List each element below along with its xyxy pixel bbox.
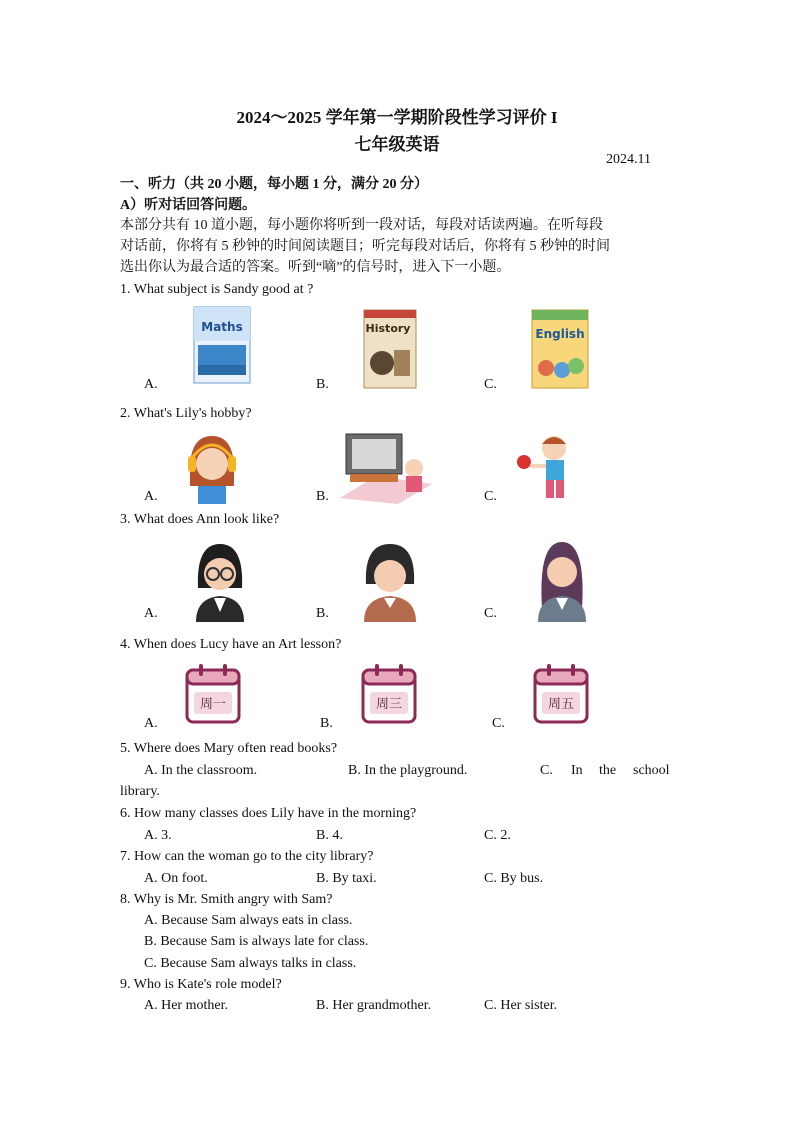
question-8: 8. Why is Mr. Smith angry with Sam?: [120, 892, 333, 907]
question-7: 7. How can the woman go to the city library?: [120, 849, 374, 864]
calendar-icon: [532, 662, 590, 726]
short-hair-glasses-woman-icon: [192, 540, 248, 622]
option-b[interactable]: B. 4.: [316, 828, 343, 843]
page-title: 2024～2025 学年第一学期阶段性学习评价 I: [236, 108, 558, 127]
option-b-label[interactable]: B.: [316, 377, 329, 392]
maths-book-label: Maths: [201, 320, 243, 334]
option-c[interactable]: C. 2.: [484, 828, 511, 843]
option-c-word[interactable]: the: [599, 763, 617, 778]
question-2: 2. What's Lily's hobby?: [120, 406, 252, 421]
history-book-icon: [362, 308, 418, 390]
option-c[interactable]: C. Her sister.: [484, 998, 558, 1013]
question-4: 4. When does Lucy have an Art lesson?: [120, 637, 342, 652]
option-b[interactable]: B. Her grandmother.: [316, 998, 432, 1013]
option-c-label[interactable]: C.: [492, 716, 505, 731]
option-b[interactable]: B. By taxi.: [316, 871, 377, 886]
part-a-heading: A）听对话回答问题。: [120, 198, 257, 213]
instructions: [120, 215, 610, 278]
option-a-label[interactable]: A.: [144, 489, 158, 504]
english-book-icon: [530, 308, 590, 390]
question-9: 9. Who is Kate's role model?: [120, 977, 282, 992]
calendar-icon: [360, 662, 418, 726]
english-book-label: English: [535, 327, 585, 341]
ping-pong-girl-icon: [514, 430, 588, 504]
short-hair-woman-icon: [358, 540, 422, 622]
option-a-label[interactable]: A.: [144, 716, 158, 731]
option-b-label[interactable]: B.: [320, 716, 333, 731]
option-a-label[interactable]: A.: [144, 606, 158, 621]
option-c-word[interactable]: In: [571, 763, 583, 778]
calendar-day-label: 周一: [199, 697, 227, 712]
exam-date: 2024.11: [606, 152, 651, 167]
option-c-continued[interactable]: library.: [120, 784, 160, 799]
option-a[interactable]: A. Her mother.: [144, 998, 228, 1013]
option-a[interactable]: A. On foot.: [144, 871, 208, 886]
option-c[interactable]: C.: [540, 763, 553, 778]
question-3: 3. What does Ann look like?: [120, 512, 280, 527]
option-c-label[interactable]: C.: [484, 377, 497, 392]
calendar-day-label: 周三: [375, 697, 403, 712]
question-1: 1. What subject is Sandy good at ?: [120, 282, 314, 297]
question-6: 6. How many classes does Lily have in the morning?: [120, 806, 417, 821]
maths-book-icon: [192, 305, 252, 385]
instruction-line: 本部分共有 10 道小题，每小题你将听到一段对话，每段对话读两遍。在听每段: [120, 218, 603, 233]
option-c[interactable]: C. By bus.: [484, 871, 544, 886]
option-b[interactable]: B. Because Sam is always late for class.: [144, 934, 369, 949]
option-b-label[interactable]: B.: [316, 606, 329, 621]
instruction-line: 选出你认为最合适的答案。听到“嘀”的信号时，进入下一小题。: [120, 260, 511, 275]
option-a[interactable]: A. Because Sam always eats in class.: [144, 913, 353, 928]
question-5: 5. Where does Mary often read books?: [120, 741, 338, 756]
option-c-label[interactable]: C.: [484, 489, 497, 504]
history-book-label: History: [365, 322, 411, 335]
instruction-line: 对话前，你将有 5 秒钟的时间阅读题目；听完每段对话后，你将有 5 秒钟的时间: [120, 239, 610, 254]
option-a[interactable]: A. 3.: [144, 828, 172, 843]
option-b-label[interactable]: B.: [316, 489, 329, 504]
option-c[interactable]: C. Because Sam always talks in class.: [144, 956, 357, 971]
option-a[interactable]: A. In the classroom.: [144, 763, 258, 778]
calendar-day-label: 周五: [547, 697, 575, 712]
music-listening-girl-icon: [180, 430, 240, 504]
long-hair-woman-icon: [534, 538, 590, 622]
section-heading: 一、听力（共 20 小题，每小题 1 分，满分 20 分）: [120, 177, 428, 192]
watching-tv-girl-icon: [336, 428, 436, 504]
option-b[interactable]: B. In the playground.: [348, 763, 468, 778]
option-c-word[interactable]: school: [633, 763, 670, 778]
page-subtitle: 七年级英语: [354, 135, 440, 154]
option-a-label[interactable]: A.: [144, 377, 158, 392]
calendar-icon: [184, 662, 242, 726]
option-c-label[interactable]: C.: [484, 606, 497, 621]
